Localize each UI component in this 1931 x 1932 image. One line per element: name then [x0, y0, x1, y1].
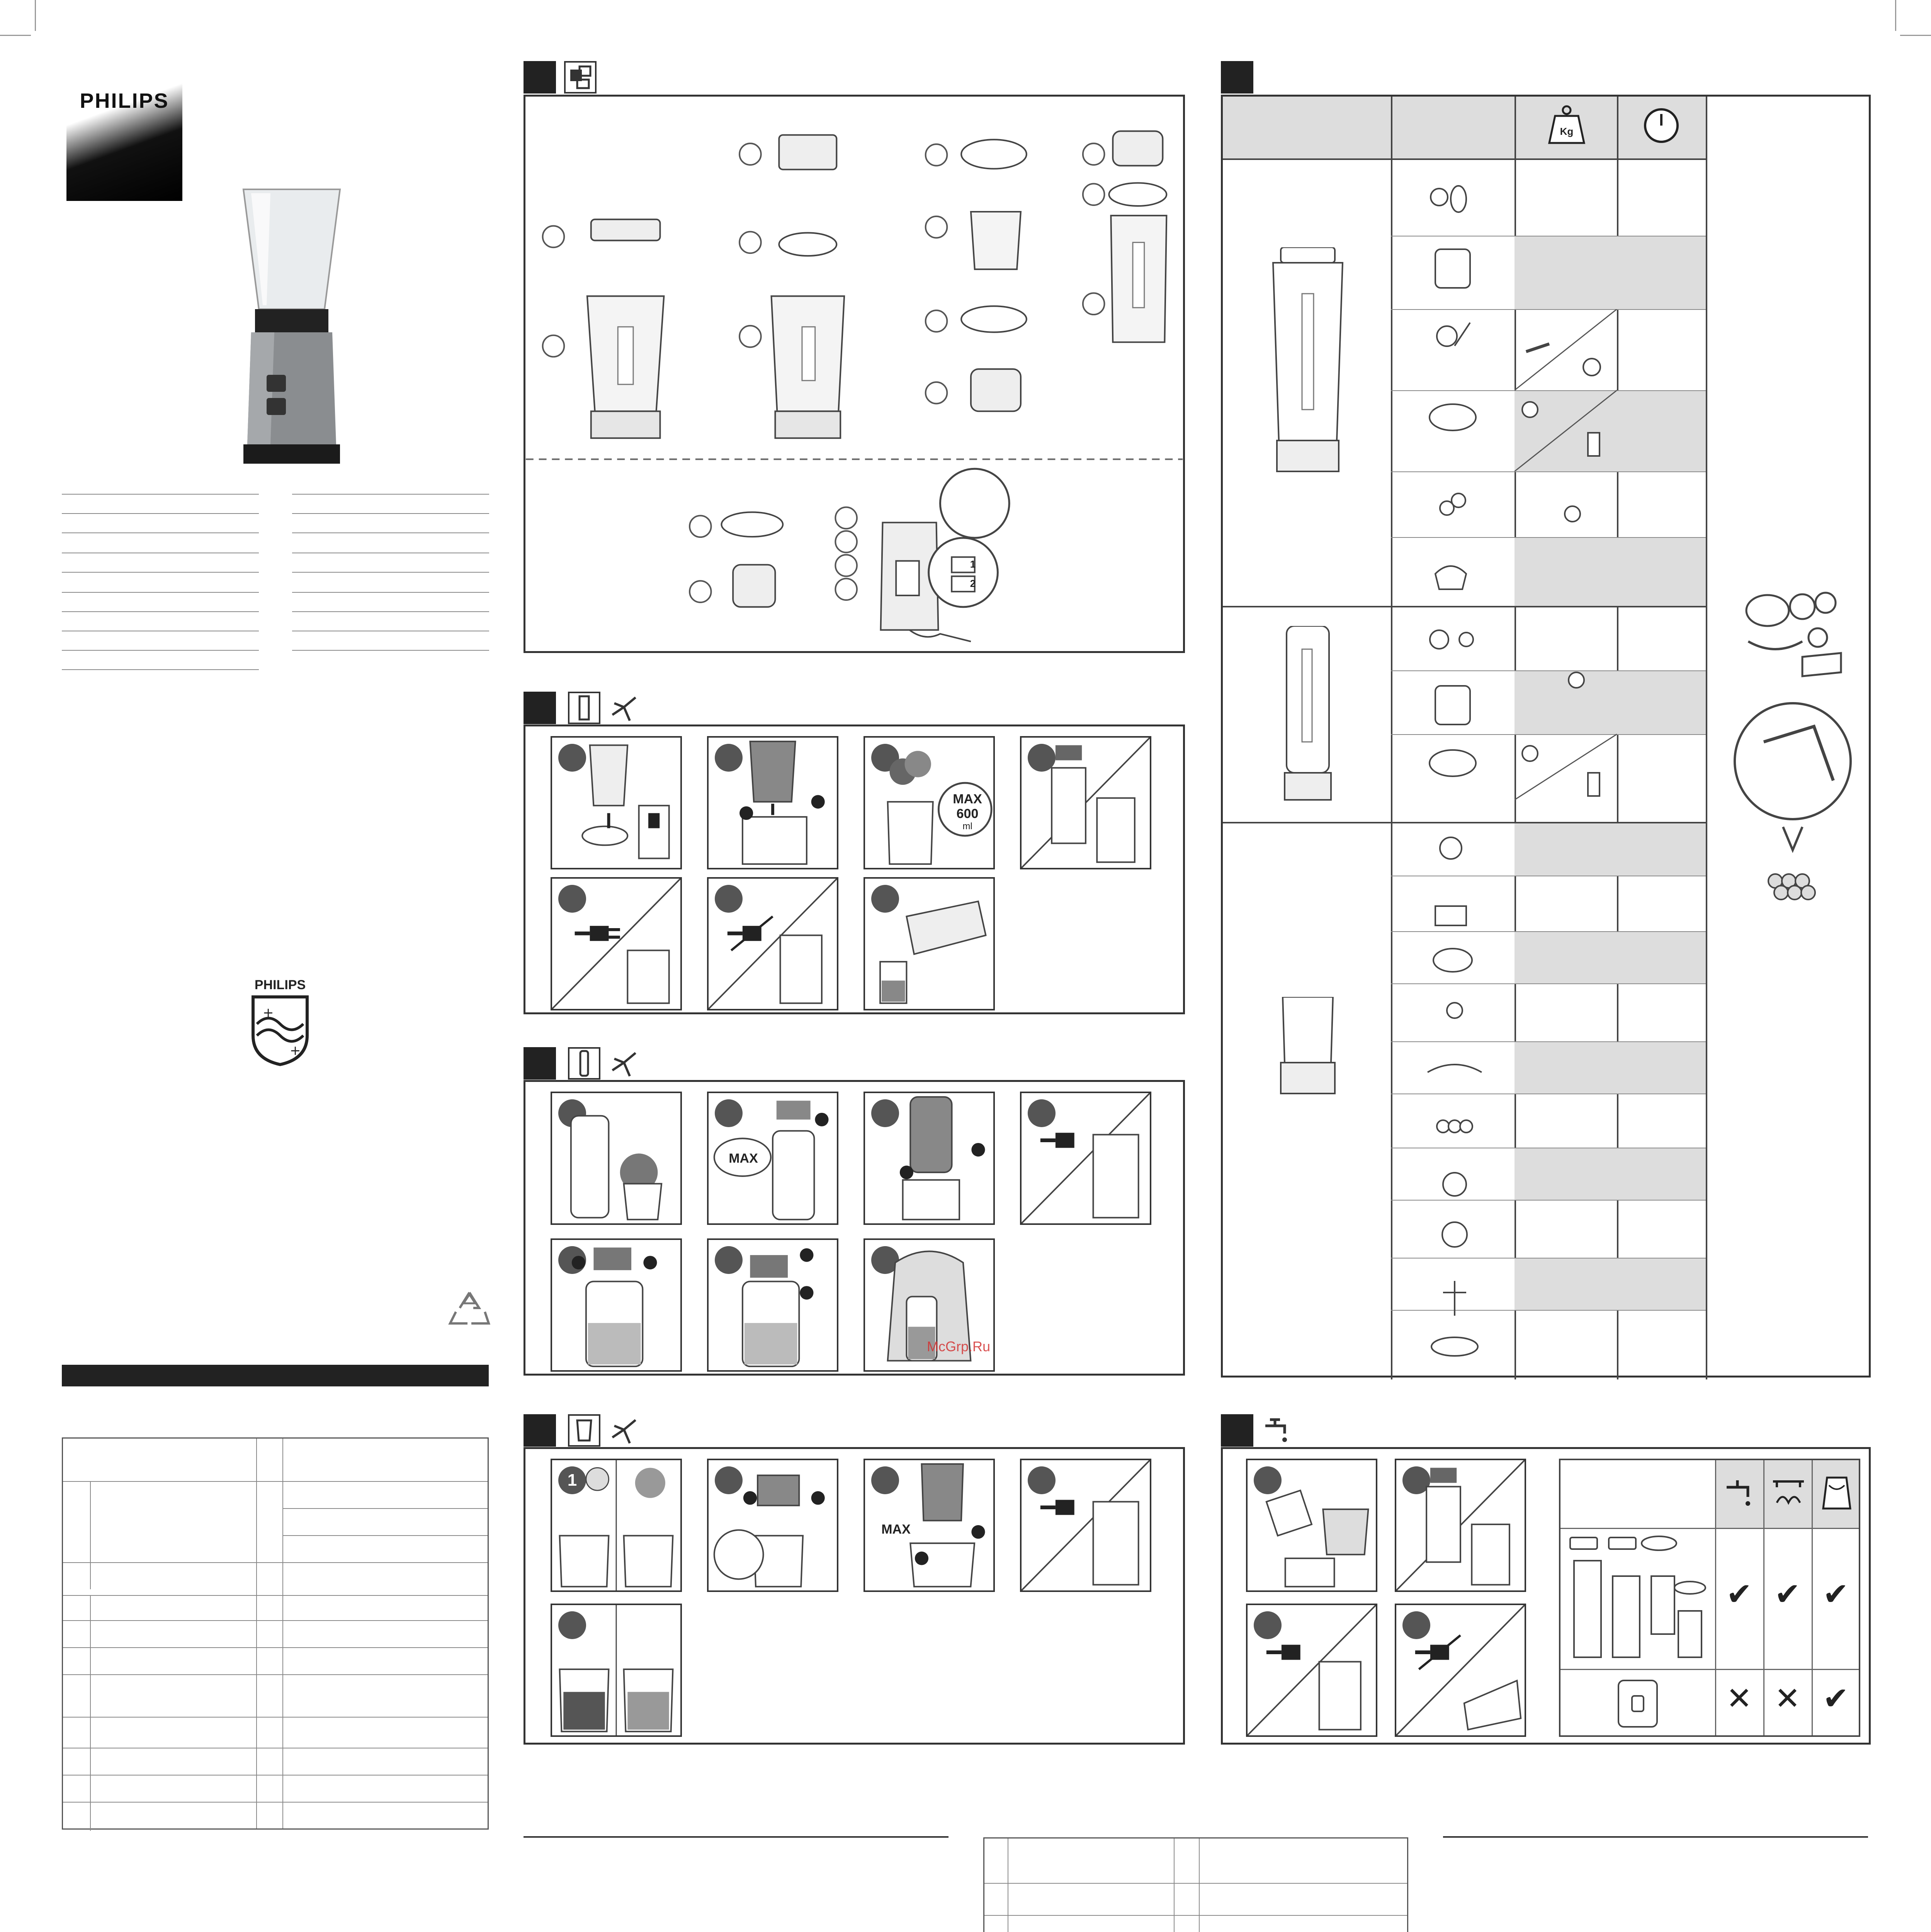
cleaning-compat-table — [1559, 1459, 1860, 1737]
clean-step-2 — [1395, 1459, 1526, 1592]
blade-icon — [609, 1047, 641, 1080]
jar-step-7 — [864, 877, 995, 1010]
parts-diagram — [525, 97, 1183, 651]
section-marker — [524, 1414, 556, 1447]
dishwasher-icon — [1771, 1476, 1806, 1510]
instructions-panel-bottle — [524, 1080, 1185, 1376]
motor-unit-picture — [1615, 1677, 1661, 1731]
weight-icon-label: Kg — [1560, 126, 1574, 137]
section-rule — [524, 1836, 949, 1838]
jar-step-3 — [864, 736, 995, 869]
bottle-step-6 — [707, 1238, 838, 1372]
compat-mark-parts-dishwasher: ✔ — [1774, 1576, 1801, 1612]
grinder-step-3 — [864, 1459, 995, 1592]
bottle-step-7 — [864, 1238, 995, 1372]
spec-table-left — [62, 1437, 489, 1830]
jar-step-4 — [1020, 736, 1151, 869]
bottle-step-1 — [551, 1092, 682, 1225]
product-blender-illustration — [228, 182, 355, 475]
tap-icon — [1261, 1414, 1294, 1447]
compat-mark-motor-cloth: ✔ — [1822, 1680, 1849, 1716]
svg-text:+: + — [290, 1043, 301, 1058]
split-cells — [1515, 309, 1617, 858]
grinder-step-1 — [551, 1459, 682, 1592]
blade-icon — [609, 692, 641, 724]
cup-icon — [568, 1414, 600, 1447]
max-grinder-label: MAX — [881, 1522, 911, 1537]
bottle-step-4 — [1020, 1092, 1151, 1225]
jar-container-picture — [1265, 247, 1350, 487]
philips-shield-emblem — [243, 978, 317, 1066]
crop-mark — [1895, 0, 1896, 31]
weight-icon — [1547, 104, 1586, 147]
section-marker — [524, 1047, 556, 1080]
clean-step-3 — [1246, 1604, 1377, 1737]
bottle-step-2 — [707, 1092, 838, 1225]
jar-step-6 — [707, 877, 838, 1010]
section-heading-bar — [62, 1365, 489, 1386]
washable-parts-picture — [1566, 1534, 1709, 1665]
crop-mark — [1900, 35, 1931, 36]
processing-table — [1221, 95, 1871, 1378]
grinder-step-5 — [551, 1604, 682, 1737]
compat-mark-motor-tap: ✕ — [1726, 1680, 1753, 1716]
brand-logo: PHILIPS — [80, 89, 169, 112]
crop-mark — [35, 0, 36, 31]
cutting-tips-illustration — [1725, 580, 1860, 985]
shield-wordmark: PHILIPS — [254, 978, 306, 992]
cup-container-picture — [1277, 997, 1339, 1097]
section-rule — [1443, 1836, 1868, 1838]
grinder-step-1-badge: 1 — [558, 1466, 586, 1494]
compat-mark-parts-tap: ✔ — [1726, 1576, 1753, 1612]
jar-icon — [568, 692, 600, 724]
max-volume-label: MAX — [953, 792, 982, 806]
cloth-icon — [1819, 1474, 1854, 1512]
parts-icon — [564, 61, 597, 94]
recycle-icon — [448, 1289, 491, 1331]
max-bottle-label: MAX — [729, 1151, 758, 1166]
jar-step-1 — [551, 736, 682, 869]
jar-step-2 — [707, 736, 838, 869]
blade-icon — [609, 1414, 641, 1447]
brand-logo-tile — [66, 62, 182, 201]
section-marker — [1221, 1414, 1253, 1447]
tap-icon — [1723, 1476, 1758, 1510]
svg-text:+: + — [263, 1005, 274, 1020]
section-marker — [524, 692, 556, 724]
bottle-container-picture — [1281, 626, 1335, 804]
max-volume-unit: ml — [962, 821, 972, 832]
crop-mark — [0, 35, 31, 36]
cleaning-panel — [1221, 1447, 1871, 1745]
plug-icon — [575, 926, 620, 941]
section-marker — [524, 61, 556, 94]
spec-table-small — [983, 1837, 1408, 1932]
clock-icon — [1642, 106, 1681, 145]
grinder-step-2 — [707, 1459, 838, 1592]
bottle-step-5 — [551, 1238, 682, 1372]
clean-step-1 — [1246, 1459, 1377, 1592]
grinder-step-4 — [1020, 1459, 1151, 1592]
speed-button-2-label: 2 — [970, 578, 976, 589]
watermark-text: McGrp.Ru — [927, 1338, 991, 1354]
bottle-icon — [568, 1047, 600, 1080]
instructions-panel-grinder — [524, 1447, 1185, 1745]
max-volume-value: 600 — [956, 806, 979, 821]
bottle-step-3 — [864, 1092, 995, 1225]
clean-step-4 — [1395, 1604, 1526, 1737]
section-marker — [1221, 61, 1253, 94]
speed-button-1-label: 1 — [970, 558, 976, 570]
instructions-panel-jar — [524, 724, 1185, 1014]
compat-mark-parts-cloth: ✔ — [1822, 1576, 1849, 1612]
compat-mark-motor-dishwasher: ✕ — [1774, 1680, 1801, 1716]
parts-overview-panel — [524, 95, 1185, 653]
ingredient-icons-column — [1393, 160, 1513, 1378]
jar-step-5 — [551, 877, 682, 1010]
